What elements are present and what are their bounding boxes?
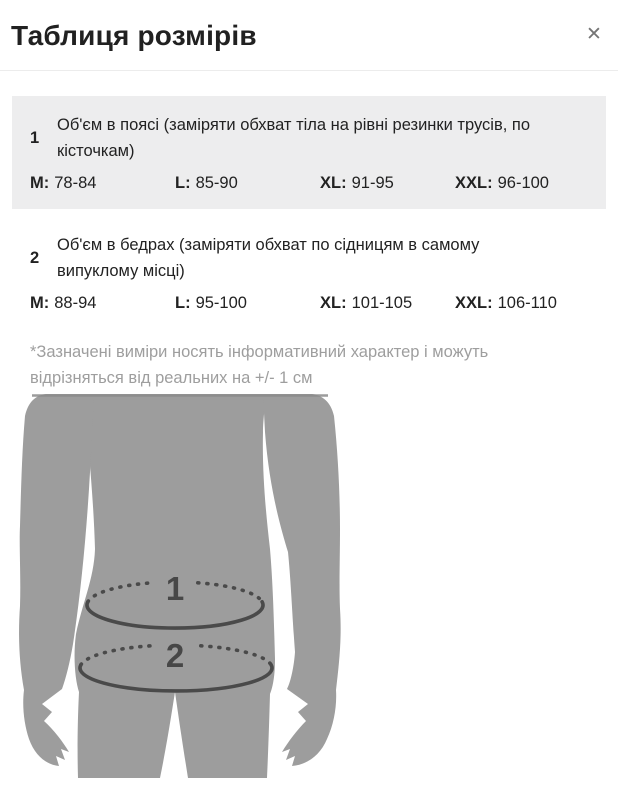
- hip-number: 2: [165, 637, 185, 674]
- size-label: XXL:: [455, 174, 493, 192]
- measure-number: 2: [30, 248, 40, 267]
- waist-number: 1: [165, 570, 185, 607]
- sizes-grid: [30, 174, 588, 193]
- size-label: XL:: [320, 294, 347, 312]
- close-icon[interactable]: ✕: [580, 20, 608, 48]
- modal-content: [0, 96, 618, 778]
- row-description-wrap: [30, 232, 588, 284]
- size-value: 96-100: [497, 174, 549, 192]
- size-cell-l: [175, 294, 320, 313]
- size-value: 91-95: [351, 174, 394, 192]
- size-value: 101-105: [351, 294, 413, 312]
- size-cell-xl: [320, 174, 455, 193]
- size-label: L:: [175, 294, 191, 312]
- right-arm-shape: [263, 394, 341, 766]
- modal-header: [0, 0, 618, 71]
- body-silhouette-svg: [18, 394, 348, 778]
- size-cell-xxl: [455, 294, 588, 313]
- disclaimer-note: *Зазначені виміри носять інформативний характер і можуть відрізняться від реальних на +/- 1 см: [30, 343, 489, 387]
- size-value: 106-110: [497, 294, 557, 312]
- size-label: M:: [30, 174, 50, 192]
- measure-description: Об'єм в бедрах (заміряти обхват по сідницям в самому випуклому місці): [57, 236, 480, 280]
- size-value: 78-84: [54, 174, 97, 192]
- size-cell-xxl: [455, 174, 588, 193]
- size-cell-m: [30, 294, 175, 313]
- size-label: XXL:: [455, 294, 493, 312]
- row-description-wrap: [30, 112, 588, 164]
- size-value: 88-94: [54, 294, 97, 312]
- size-cell-xl: [320, 294, 455, 313]
- size-label: XL:: [320, 174, 347, 192]
- measure-number: 1: [30, 128, 40, 147]
- page-title: Таблиця розмірів: [11, 20, 257, 51]
- size-label: M:: [30, 294, 50, 312]
- size-cell-m: [30, 174, 175, 193]
- size-value: 95-100: [195, 294, 247, 312]
- measurement-diagram: [18, 394, 606, 778]
- size-value: 85-90: [195, 174, 238, 192]
- size-label: L:: [175, 174, 191, 192]
- size-row-waist: [12, 96, 606, 209]
- size-cell-l: [175, 174, 320, 193]
- measure-description: Об'єм в поясі (заміряти обхват тіла на рівні резинки трусів, по кісточкам): [57, 116, 531, 160]
- sizes-grid: [30, 294, 588, 313]
- size-row-hips: [12, 216, 606, 329]
